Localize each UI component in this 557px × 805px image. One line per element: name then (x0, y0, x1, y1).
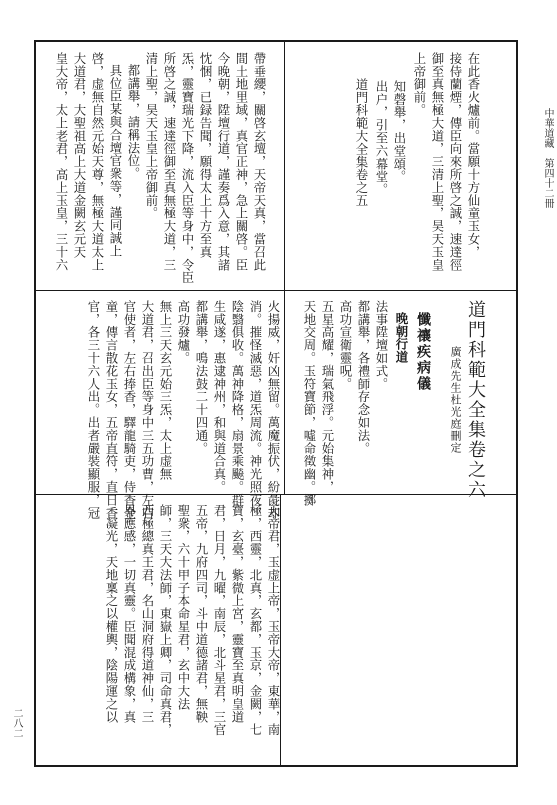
text-column: 上帝御前。 (412, 52, 427, 117)
text-column: 師，三天大法師，東嶽上卿，司命真君， (158, 504, 173, 737)
text-column: 出户，引至六幕堂。 (374, 80, 389, 197)
text-column: 界應感，一切真靈。臣聞混成構象，真 (122, 504, 137, 724)
text-column: 一凝光，天地稟之以權輿，陰陽運之以 (104, 504, 119, 724)
text-column: 今晚朝，陞壇行道，謹奏爲入意，其諸 (216, 52, 231, 272)
text-column: 無上三天玄元始三炁，太上虚無 (158, 300, 173, 481)
text-column: 啓，虚無自然元始天尊，無極大道太上 (90, 52, 105, 272)
page-number: 二八二 (11, 708, 22, 738)
text-column: 炁，靈寶瑞光下降，流入臣等身中，令臣 (180, 52, 195, 285)
text-column: 官，各三十六人出。出者嚴裝顯服，冠 (86, 300, 101, 520)
author-line: 廣成先生杜光庭刪定 (449, 346, 462, 454)
text-column: 在此香火爐前。當願十方仙童玉女， (466, 52, 481, 259)
text-column: 高功宣衛靈呪。 (338, 300, 353, 391)
text-column: 清上聖，昊天玉皇上帝御前。 (144, 52, 159, 220)
text-column: 寶，玄臺，紫微上宮，靈寶至真明皇道 (230, 504, 245, 724)
text-column: 君，日月，九曜，南辰，北斗星君，三官 (212, 504, 227, 737)
chapter-end-title: 道門科範大全集卷之五 (354, 78, 369, 207)
text-column: 間土地里域，真官正神，急上關啓。臣 (234, 52, 249, 272)
horizontal-divider-top (35, 290, 517, 291)
text-column: 五帝，九府四司，斗中道德諸君，無鞅 (194, 504, 209, 724)
text-column: 都講舉，請稱法位。 (126, 64, 141, 181)
subsection-title: 晚朝行道 (394, 312, 409, 364)
chapter-title: 道門科範大全集卷之六 (465, 300, 486, 500)
text-column: 都講舉，各禮師存念如法。 (356, 300, 371, 455)
text-column: 具位臣某與合壇官衆等，謹同誠上 (108, 64, 123, 258)
running-header: 中華道藏 第四十二冊 (542, 108, 553, 208)
text-column: 官使者，左右捧香，驛龍騎吏，侍香金 (122, 300, 137, 520)
text-column: 極，西靈，北真，玄都，玉京，金闕，七 (248, 504, 263, 737)
text-column: 聖衆，六十甲子本命星君，玄中大法 (176, 504, 191, 711)
text-column: 五星高耀，瑞氣飛浮。元始集神， (320, 300, 335, 494)
text-column: 高功發爐。 (176, 300, 191, 365)
text-column: 大道君，大聖祖高上大道金闕玄元天 (72, 52, 87, 259)
text-column: 所啓之誠，速達徑御至真無極大道，三 (162, 52, 177, 272)
text-column: 消。摧怪滅惡，道炁周流。神光照夜， (248, 300, 263, 520)
text-column: 帶垂纓，關啓玄壇，天帝天真，當召此 (252, 52, 267, 272)
text-column: 天地交周。玉符寶節，噓命徵幽。擲 (302, 300, 317, 507)
text-column: 知磬舉，出堂頌。 (392, 80, 407, 184)
text-column: 生咸遂，惠逮神州，和與道合真。 (212, 300, 227, 494)
text-column: 天帝君，玉虚上帝，玉帝大帝，東華，南 (266, 504, 281, 737)
text-column: 大道君，召出臣等身中三五功曹，左右 (140, 300, 155, 520)
text-column: 接侍蘭煙，傳臣向來所啓之誠，速達徑 (448, 52, 463, 272)
text-column: 皇大帝，太上老君，高上玉皇，三十六 (54, 52, 69, 272)
text-column: 西極總真王君，名山洞府得道神仙，三 (140, 504, 155, 724)
text-column: 火揚威，奸凶無留。萬魔振伏，紛彘却 (266, 300, 281, 520)
text-column: 陰翳俱收。萬神降格，扇景乘飈。群 (230, 300, 245, 507)
vertical-divider-upper (284, 41, 285, 494)
text-column: 御至真無極大道，三清上聖，昊天玉皇 (430, 52, 445, 272)
text-column: 童，傳言散花玉女，五帝直符，直日香 (104, 300, 119, 520)
text-column: 法事陞壇如式。 (374, 300, 389, 391)
section-title: 懺禳疾病儀 (415, 312, 431, 392)
text-column: 忱悃，已録告聞，願得太上十方至真 (198, 52, 213, 259)
text-column: 都講舉，鳴法鼓二十四通。 (194, 300, 209, 455)
